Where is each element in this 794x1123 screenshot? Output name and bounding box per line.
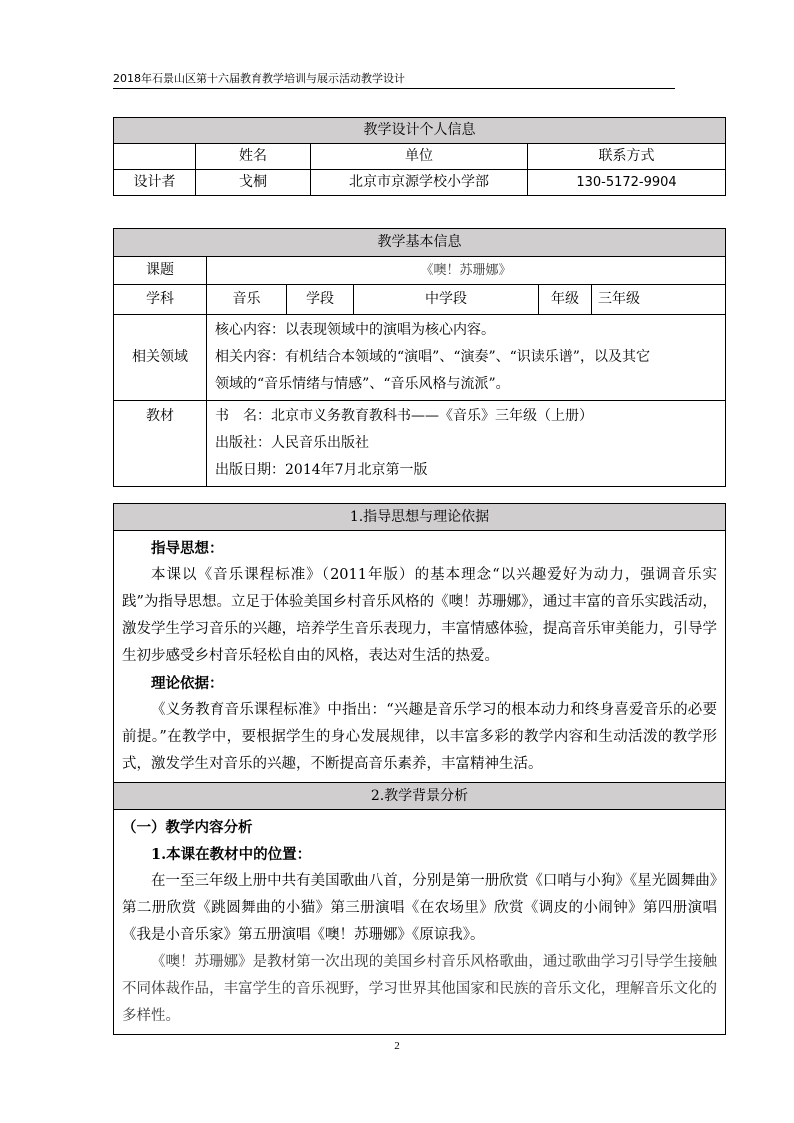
guide-heading: 指导思想： (151, 540, 224, 557)
theory-text: 《义务教育音乐课程标准》中指出：“兴趣是音乐学习的根本动力和终身喜爱音乐的必要前提。”在教学中，要根据学生的身心发展规律，以丰富多彩的教学内容和生动活泼的教学形式，激发学生对音乐的兴趣，不断提高音乐素养，丰富精神生活。 (122, 702, 717, 772)
song-paragraph: 《噢！苏珊娜》是教材第一次出现的美国乡村音乐风格歌曲，通过歌曲学习引导学生接触不同体裁作品，丰富学生的音乐视野，学习世界其他国家和民族的音乐文化，理解音乐文化的多样性。 (122, 954, 717, 1024)
field-content (207, 315, 726, 401)
guide-text: 本课以《音乐课程标准》（2011年版）的基本理念“以兴趣爱好为动力，强调音乐实践”为指导思想。立足于体验美国乡村音乐风格的《噢！苏珊娜》，通过丰富的音乐实践活动，激发学生学习音乐的兴趣，培养学生音乐表现力，丰富情感体验，提高音乐审美能力，引导学生初步感受乡村音乐轻松自由的风格，表达对生活的热爱。 (122, 567, 717, 664)
personal-info-table (113, 117, 726, 196)
col-unit-header: 单位 (311, 144, 528, 170)
field-core-line: 核心内容：以表现领域中的演唱为核心内容。 (215, 322, 495, 338)
grade-label: 年级 (539, 285, 592, 315)
subject-value: 音乐 (207, 285, 287, 315)
material-content (207, 401, 726, 487)
designer-label: 设计者 (114, 170, 196, 196)
field-related-line: 相关内容：有机结合本领域的“演唱”、“演奏”、“识读乐谱”，以及其它 (215, 349, 650, 365)
position-heading: 1.本课在教材中的位置： (151, 846, 312, 863)
subject-label: 学科 (114, 285, 207, 315)
col-contact-header: 联系方式 (528, 144, 726, 170)
field-label: 相关领域 (114, 315, 207, 401)
position-paragraph: 在一至三年级上册中共有美国歌曲八首，分别是第一册欣赏《口哨与小狗》《星光圆舞曲》第二册欣赏《跳圆舞曲的小猫》第三册演唱《在农场里》欣赏《调皮的小闹钟》第四册演唱《我是小音乐家》第五册演唱《噢！苏珊娜》《原谅我》。 (122, 873, 717, 943)
material-date-line: 出版日期：2014年7月北京第一版 (215, 462, 428, 478)
page-header: 2018年石景山区第十六届教育教学培训与展示活动教学设计 (113, 70, 675, 89)
section1-title: 1.指导思想与理论依据 (114, 504, 726, 531)
basic-info-table (113, 228, 726, 487)
topic-label: 课题 (114, 257, 207, 285)
field-related-line-cont: 领域的“音乐情绪与情感”、“音乐风格与流派”。 (215, 376, 510, 392)
stage-label: 学段 (287, 285, 354, 315)
empty-cell (114, 144, 196, 170)
theory-heading: 理论依据： (151, 675, 224, 692)
grade-value: 三年级 (592, 285, 726, 315)
col-name-header: 姓名 (196, 144, 311, 170)
material-label: 教材 (114, 401, 207, 487)
section1-body (114, 531, 726, 783)
page-number: 2 (394, 1040, 400, 1052)
material-book-line: 书 名：北京市义务教育教科书——《音乐》三年级（上册） (215, 408, 593, 424)
designer-unit: 北京市京源学校小学部 (311, 170, 528, 196)
material-publisher-line: 出版社：人民音乐出版社 (215, 435, 369, 451)
stage-value: 中学段 (354, 285, 539, 315)
designer-name: 戈桐 (196, 170, 311, 196)
content-analysis-heading: （一）教学内容分析 (122, 819, 253, 836)
sections-table (113, 503, 726, 1035)
section2-title: 2.教学背景分析 (114, 783, 726, 810)
topic-value: 《噢！苏珊娜》 (207, 257, 726, 285)
basic-info-title: 教学基本信息 (114, 229, 726, 257)
personal-info-title: 教学设计个人信息 (114, 118, 726, 144)
designer-contact: 130-5172-9904 (528, 170, 726, 196)
section2-body (114, 810, 726, 1035)
